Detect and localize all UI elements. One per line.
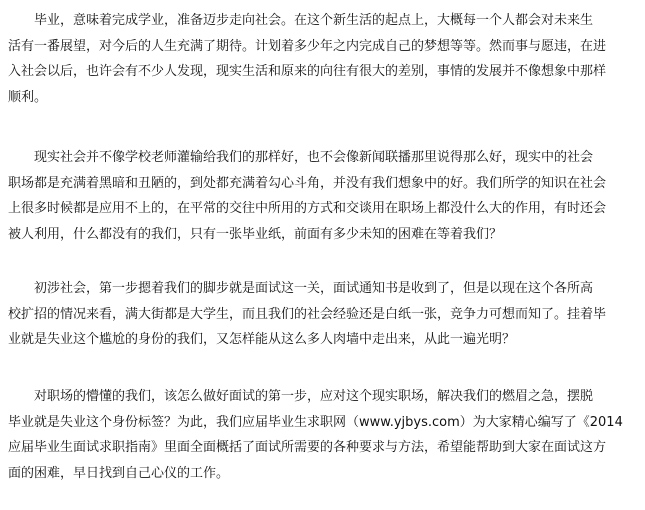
paragraph-graduation: 毕业，意味着完成学业，准备迈步走向社会。在这个新生活的起点上，大概每一个人都会对未来生 活有一番展望，对今后的人生充满了期待。计划着多少年之内完成自己的梦想等等。然而事与愿违，在进 入社会以后，也许会有不少人发现，现实生活和原来的向往有很大的差别，事情的发展并不像想象中那样 顺利。 [8, 13, 607, 105]
paragraph-workplace-reality: 现实社会并不像学校老师灌输给我们的那样好，也不会像新闻联播那里说得那么好，现实中的社会 职场都是充满着黑暗和丑陋的，到处都充满着勾心斗角，并没有我们想象中的好。我们所学的知识在社会 上很多时候都是应用不上的，在平常的交往中所用的方式和交谈用在职场上都没什么大的作用，有时还会 被人利用，什么都没有的我们，只有一张毕业纸，前面有多少未知的困难在等着我们？ [8, 150, 607, 242]
paragraph-interview-challenge: 初涉社会，第一步摁着我们的脚步就是面试这一关，面试通知书是收到了，但是以现在这个各所高 校扩招的情况来看，满大街都是大学生，而且我们的社会经验还是白纸一张，竞争力可想而知了。挂着毕 业就是失业这个尴尬的身份的我们，又怎样能从这么多人肉墙中走出来，从此一遍光明？ [8, 281, 607, 347]
paragraph-job-guide: 对职场的懵懂的我们，该怎么做好面试的第一步，应对这个现实职场，解决我们的燃眉之急，摆脱 毕业就是失业这个身份标签？为此，我们应届毕业生求职网（www.yjbys.com）为大家精心编写了《2014 应届毕业生面试求职指南》里面全面概括了面试所需要的各种要求与方法，希望能帮助到大家在面试这方 面的困难，早日找到自己心仪的工作。 [8, 389, 623, 481]
